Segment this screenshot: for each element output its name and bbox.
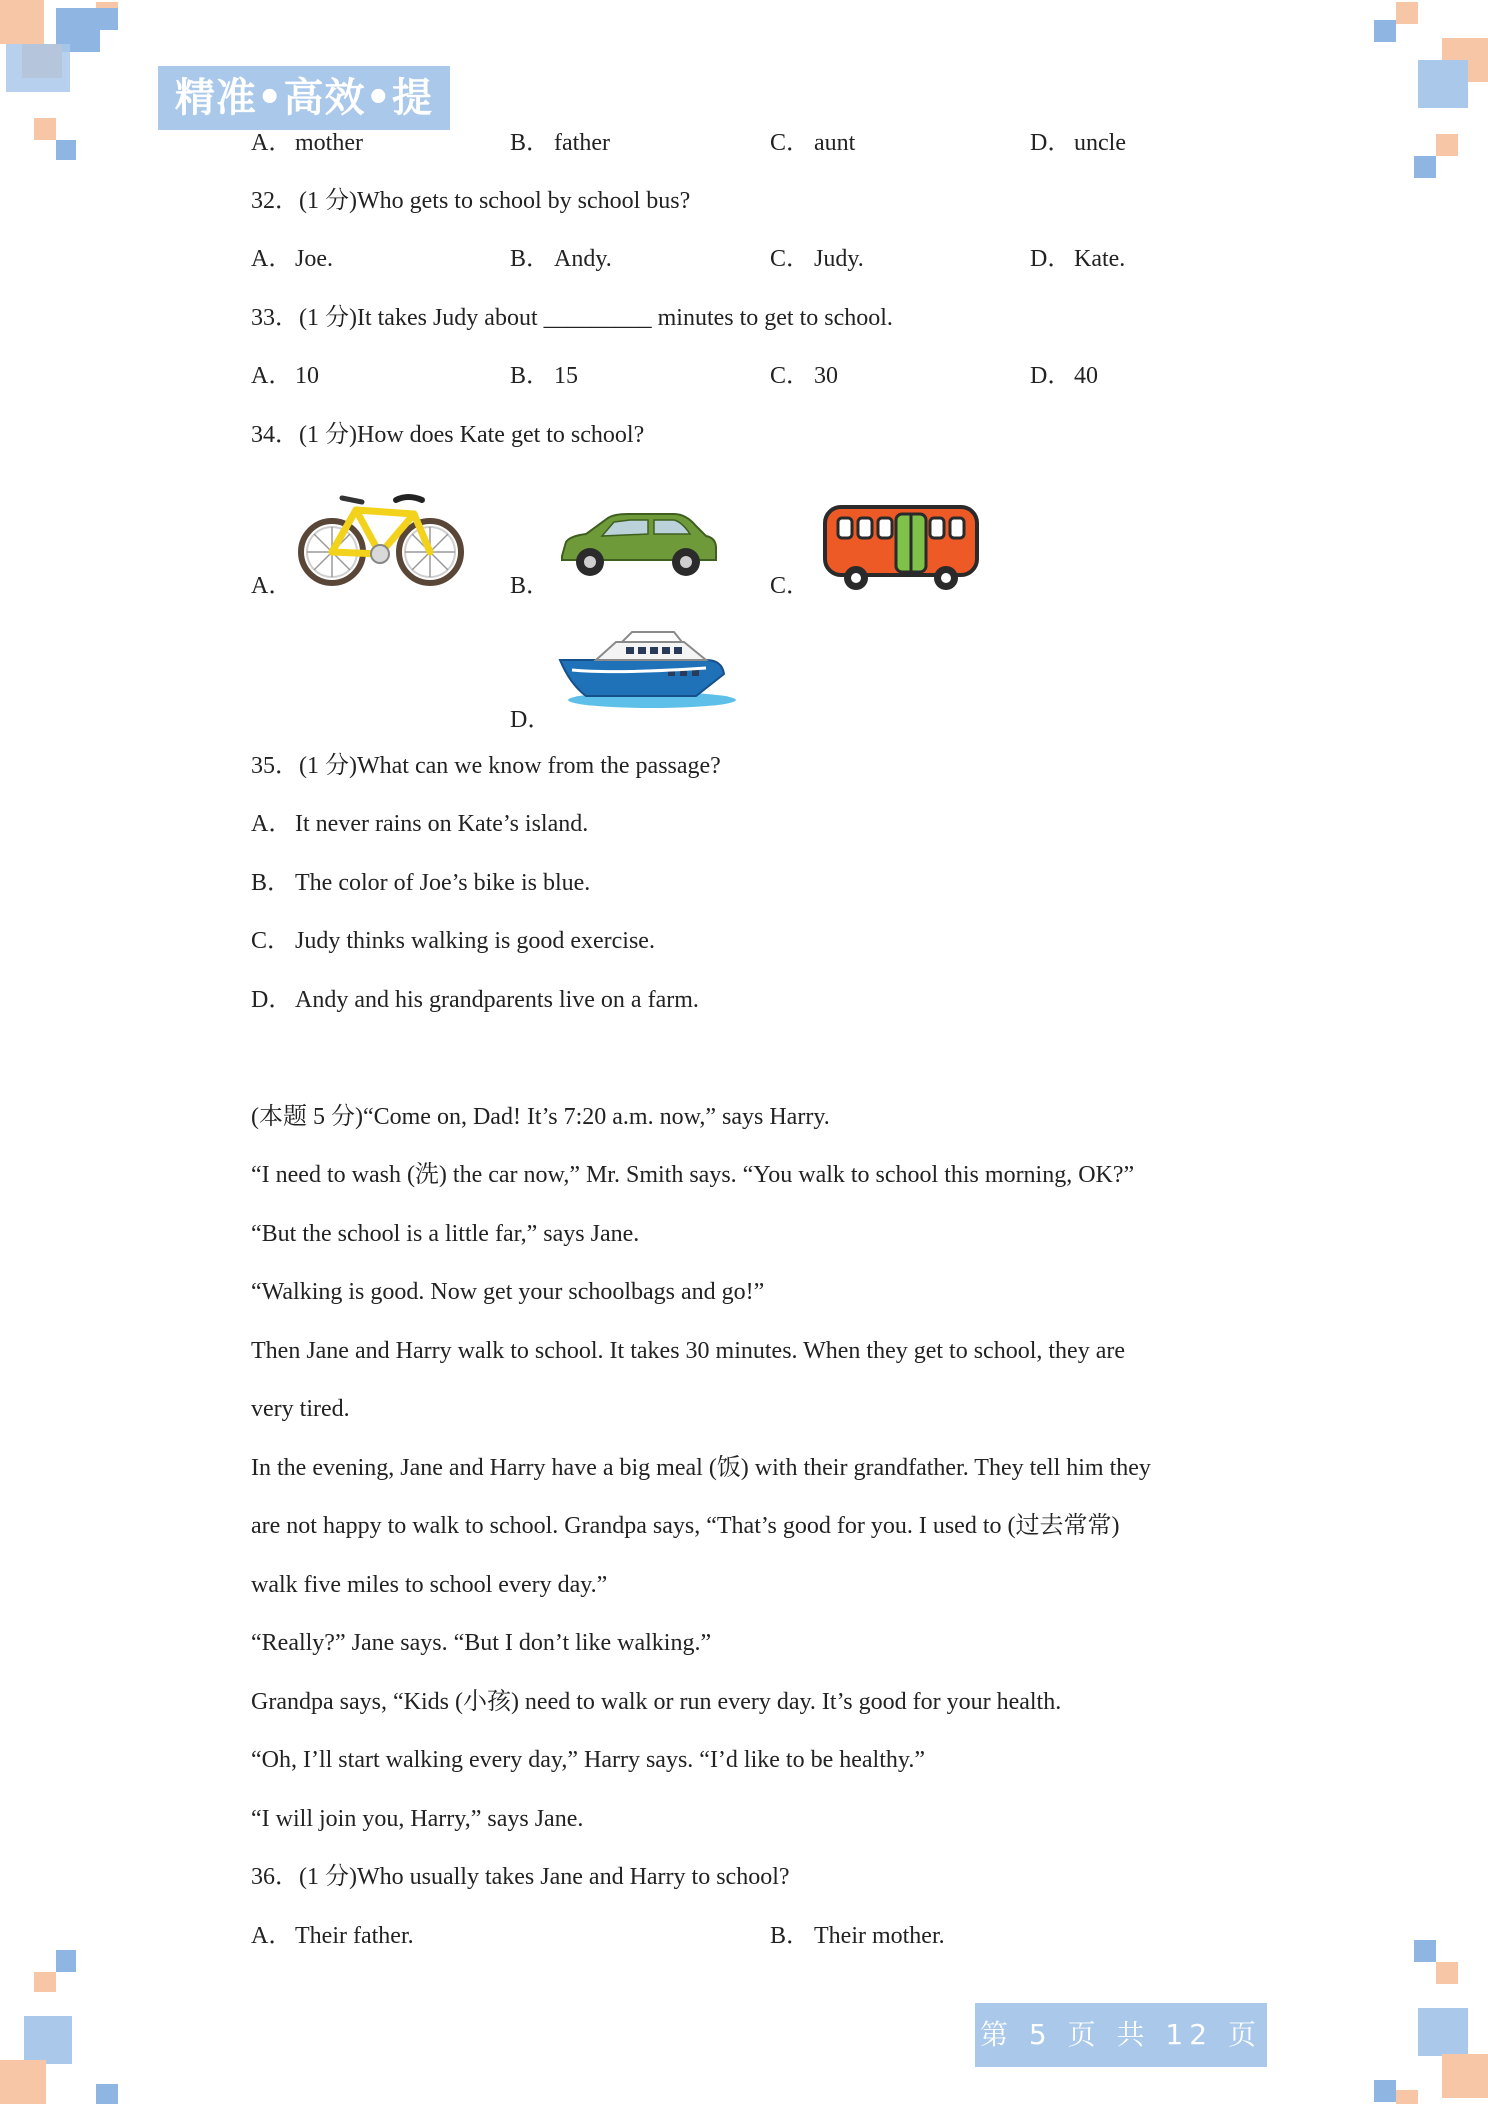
q31-option-c: C． aunt [770, 130, 856, 156]
passage-line: “I will join you, Harry,” says Jane. [251, 1806, 584, 1832]
q32-stem: 32．(1 分)Who gets to school by school bus? [251, 188, 691, 214]
page-number-banner: 第 5 页 共 12 页 [975, 2003, 1267, 2067]
q33-option-c: C． 30 [770, 363, 838, 389]
passage-line: “But the school is a little far,” says Jane. [251, 1221, 640, 1247]
q35-stem: 35．(1 分)What can we know from the passage? [251, 753, 721, 779]
car-icon [556, 508, 720, 580]
q34-option-b-label: B． [510, 573, 551, 599]
brand-banner: 精准•高效•提升 [158, 66, 450, 130]
ship-icon [556, 630, 736, 710]
passage-line: In the evening, Jane and Harry have a big meal (饭) with their grandfather. They tell him they [251, 1455, 1151, 1481]
q33-option-b: B． 15 [510, 363, 578, 389]
q34-option-a-label: A． [251, 573, 293, 599]
q36-stem: 36．(1 分)Who usually takes Jane and Harry to school? [251, 1864, 790, 1890]
q35-option-b: B． The color of Joe’s bike is blue. [251, 870, 591, 896]
q34-option-c-label: C． [770, 573, 811, 599]
passage-line: “Oh, I’ll start walking every day,” Harry says. “I’d like to be healthy.” [251, 1747, 925, 1773]
passage-line: “I need to wash (洗) the car now,” Mr. Smith says. “You walk to school this morning, OK?” [251, 1162, 1135, 1188]
q33-option-d: D． 40 [1030, 363, 1098, 389]
passage-line: Then Jane and Harry walk to school. It takes 30 minutes. When they get to school, they are [251, 1338, 1125, 1364]
bicycle-icon [296, 484, 466, 588]
q34-stem: 34．(1 分)How does Kate get to school? [251, 422, 645, 448]
passage-line: (本题 5 分)“Come on, Dad! It’s 7:20 a.m. now,” says Harry. [251, 1104, 830, 1130]
passage-line: “Walking is good. Now get your schoolbags and go!” [251, 1279, 765, 1305]
q32-option-d: D． Kate. [1030, 246, 1126, 272]
q33-option-a: A． 10 [251, 363, 319, 389]
q34-option-d-label: D． [510, 707, 552, 733]
q35-option-c: C． Judy thinks walking is good exercise. [251, 928, 655, 954]
q31-option-d: D． uncle [1030, 130, 1126, 156]
passage-line: very tired. [251, 1396, 350, 1422]
q36-option-b: B． Their mother. [770, 1923, 945, 1949]
passage-line: “Really?” Jane says. “But I don’t like walking.” [251, 1630, 712, 1656]
q35-option-a: A． It never rains on Kate’s island. [251, 811, 589, 837]
bus-icon [822, 504, 980, 592]
q36-option-a: A． Their father. [251, 1923, 414, 1949]
q35-option-d: D． Andy and his grandparents live on a farm. [251, 987, 699, 1013]
q31-option-a: A． mother [251, 130, 363, 156]
passage-line: walk five miles to school every day.” [251, 1572, 608, 1598]
passage-line: Grandpa says, “Kids (小孩) need to walk or run every day. It’s good for your health. [251, 1689, 1062, 1715]
passage-line: are not happy to walk to school. Grandpa says, “That’s good for you. I used to (过去常常) [251, 1513, 1120, 1539]
q32-option-b: B． Andy. [510, 246, 612, 272]
q32-option-c: C． Judy. [770, 246, 864, 272]
q32-option-a: A． Joe. [251, 246, 333, 272]
q31-option-b: B． father [510, 130, 610, 156]
q33-stem: 33．(1 分)It takes Judy about _________ minutes to get to school. [251, 305, 893, 331]
